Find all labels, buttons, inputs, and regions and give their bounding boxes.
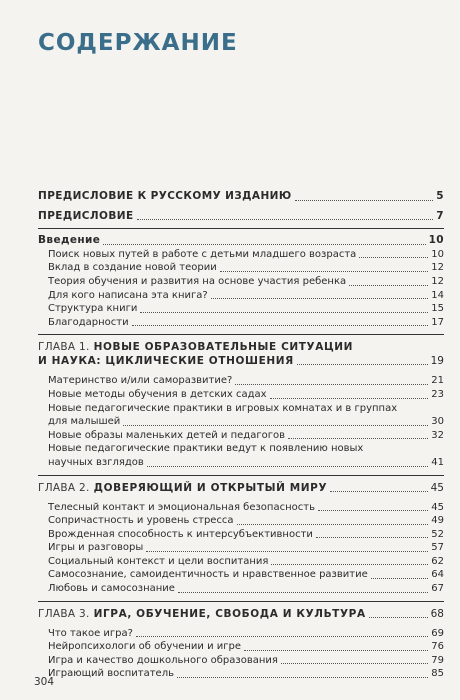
toc-entry-page: 62 (431, 555, 444, 567)
toc-entry-page: 14 (431, 289, 444, 301)
toc-entry-title: Телесный контакт и эмоциональная безопасность (48, 501, 315, 513)
toc-entry-page: 12 (431, 275, 444, 287)
toc-entry-title: Играющий воспитатель (48, 668, 174, 680)
leader-dots (369, 617, 428, 618)
toc-entry-page: 32 (431, 429, 444, 441)
chapter-title: ДОВЕРЯЮЩИЙ И ОТКРЫТЫЙ МИРУ (93, 481, 328, 494)
toc-entry-page: 67 (431, 583, 444, 595)
toc-entry-title: Поиск новых путей в работе с детьми младшего возраста (48, 248, 357, 260)
divider (38, 475, 444, 476)
leader-dots (211, 298, 429, 299)
leader-dots (136, 636, 428, 637)
toc-entry-page: 21 (431, 375, 444, 387)
toc-entry-title: Врожденная способность к интерсубъективности (48, 528, 313, 540)
toc-entry[interactable] (38, 442, 444, 469)
divider (38, 601, 444, 602)
leader-dots (147, 466, 428, 467)
toc-entry[interactable] (38, 568, 444, 582)
toc-entry-page: 41 (431, 456, 444, 468)
divider (38, 334, 444, 335)
leader-dots (359, 257, 428, 258)
toc-entry-page: 15 (431, 303, 444, 315)
toc-entry-page: 17 (431, 316, 444, 328)
toc-entry-page: 10 (428, 234, 444, 247)
toc-entry-title: Игра и качество дошкольного образования (48, 654, 278, 666)
divider (38, 228, 444, 229)
toc-entry-title: Благодарности (48, 316, 129, 328)
toc-entry[interactable] (38, 541, 444, 555)
toc-entry-title-line-1: Новые педагогические практики в игровых комнатах и в группах (48, 402, 398, 414)
toc-entry-title: Введение (38, 234, 101, 247)
toc-entry-title: Самосознание, самоидентичность и нравственное развитие (48, 569, 368, 581)
toc-entry[interactable] (38, 667, 444, 681)
toc-entry[interactable] (38, 261, 444, 275)
toc-entry-title-line-1: Новые педагогические практики ведут к появлению новых (48, 443, 364, 455)
leader-dots (146, 551, 428, 552)
leader-dots (281, 663, 428, 664)
toc-entry-page: 30 (431, 416, 444, 428)
toc-chapter-2[interactable] (38, 481, 444, 495)
leader-dots (178, 592, 428, 593)
toc-entry-title: Вклад в создание новой теории (48, 262, 217, 274)
leader-dots (295, 200, 434, 201)
leader-dots (235, 384, 428, 385)
toc-entry[interactable] (38, 640, 444, 654)
toc-entry-title: Нейропсихологи об обучении и игре (48, 641, 242, 653)
leader-dots (288, 438, 428, 439)
toc-entry-title: Новые методы обучения в детских садах (48, 388, 267, 400)
leader-dots (318, 510, 428, 511)
toc-entry-title-line-2: научных взглядов (48, 456, 144, 468)
toc-chapter-1[interactable] (38, 340, 444, 368)
toc-entry[interactable] (38, 210, 444, 224)
leader-dots (220, 271, 429, 272)
toc-entry-title: Любовь и самосознание (48, 583, 175, 595)
leader-dots (177, 677, 428, 678)
toc-entry-title: Сопричастность и уровень стресса (48, 515, 234, 527)
toc-entry-page: 85 (431, 668, 444, 680)
leader-dots (103, 244, 425, 245)
chapter-title-line-1: НОВЫЕ ОБРАЗОВАТЕЛЬНЫЕ СИТУАЦИИ (93, 341, 354, 354)
toc-entry[interactable] (38, 555, 444, 569)
leader-dots (137, 219, 434, 220)
toc-entry-page: 12 (431, 262, 444, 274)
toc-entry[interactable] (38, 429, 444, 443)
leader-dots (316, 537, 428, 538)
toc-entry[interactable] (38, 582, 444, 596)
toc-entry-page: 76 (431, 641, 444, 653)
chapter-page: 19 (430, 355, 444, 368)
leader-dots (237, 524, 429, 525)
toc-entry[interactable] (38, 388, 444, 402)
toc-entry-page: 45 (431, 501, 444, 513)
toc-entry-page: 5 (436, 190, 444, 202)
chapter-title: ИГРА, ОБУЧЕНИЕ, СВОБОДА И КУЛЬТУРА (93, 607, 366, 620)
chapter-label: ГЛАВА 3. (38, 607, 90, 620)
toc-chapter-3[interactable] (38, 607, 444, 621)
toc-entry[interactable] (38, 501, 444, 515)
toc-entry-title: Новые образы маленьких детей и педагогов (48, 429, 285, 441)
toc-entry-page: 23 (431, 388, 444, 400)
toc-entry[interactable] (38, 528, 444, 542)
toc-entry[interactable] (38, 302, 444, 316)
toc-entry-page: 64 (431, 569, 444, 581)
leader-dots (244, 650, 428, 651)
toc-entry-title-line-2: для малышей (48, 416, 121, 428)
toc-entry-page: 57 (431, 542, 444, 554)
leader-dots (123, 425, 428, 426)
chapter-page: 45 (430, 481, 444, 494)
chapter-title-line-2: И НАУКА: ЦИКЛИЧЕСКИЕ ОТНОШЕНИЯ (38, 355, 294, 368)
toc-entry-title: Материнство и/или саморазвитие? (48, 375, 233, 387)
table-of-contents (38, 190, 444, 681)
page-number: 304 (34, 676, 55, 688)
leader-dots (140, 312, 428, 313)
toc-entry-title: Для кого написана эта книга? (48, 289, 208, 301)
leader-dots (132, 325, 429, 326)
toc-entry-title: Игры и разговоры (48, 542, 144, 554)
chapter-label: ГЛАВА 1. (38, 341, 90, 354)
toc-entry[interactable] (38, 374, 444, 388)
page-title: СОДЕРЖАНИЕ (38, 30, 238, 56)
toc-section-intro[interactable] (38, 234, 444, 248)
toc-entry-page: 52 (431, 528, 444, 540)
toc-entry[interactable] (38, 316, 444, 330)
toc-entry[interactable] (38, 248, 444, 262)
toc-entry[interactable] (38, 654, 444, 668)
leader-dots (330, 491, 427, 492)
toc-entry-title: ПРЕДИСЛОВИЕ К РУССКОМУ ИЗДАНИЮ (38, 190, 292, 202)
toc-entry[interactable] (38, 627, 444, 641)
toc-entry-page: 69 (431, 627, 444, 639)
toc-entry-page: 7 (436, 209, 444, 222)
toc-entry-page: 49 (431, 515, 444, 527)
toc-entry-page: 10 (431, 248, 444, 260)
toc-entry[interactable] (38, 190, 444, 204)
toc-entry-title: Теория обучения и развития на основе участия ребенка (48, 275, 347, 287)
chapter-page: 68 (430, 607, 444, 620)
toc-entry-title: Структура книги (48, 303, 138, 315)
leader-dots (271, 564, 428, 565)
toc-entry[interactable] (38, 275, 444, 289)
toc-entry[interactable] (38, 514, 444, 528)
leader-dots (270, 398, 429, 399)
chapter-label: ГЛАВА 2. (38, 481, 90, 494)
leader-dots (371, 578, 429, 579)
toc-entry[interactable] (38, 402, 444, 429)
toc-entry-title: Социальный контекст и цели воспитания (48, 555, 269, 567)
toc-entry-title: Что такое игра? (48, 627, 133, 639)
leader-dots (349, 285, 428, 286)
toc-entry[interactable] (38, 289, 444, 303)
leader-dots (297, 364, 428, 365)
toc-entry-page: 79 (431, 654, 444, 666)
toc-entry-title: ПРЕДИСЛОВИЕ (38, 209, 134, 222)
